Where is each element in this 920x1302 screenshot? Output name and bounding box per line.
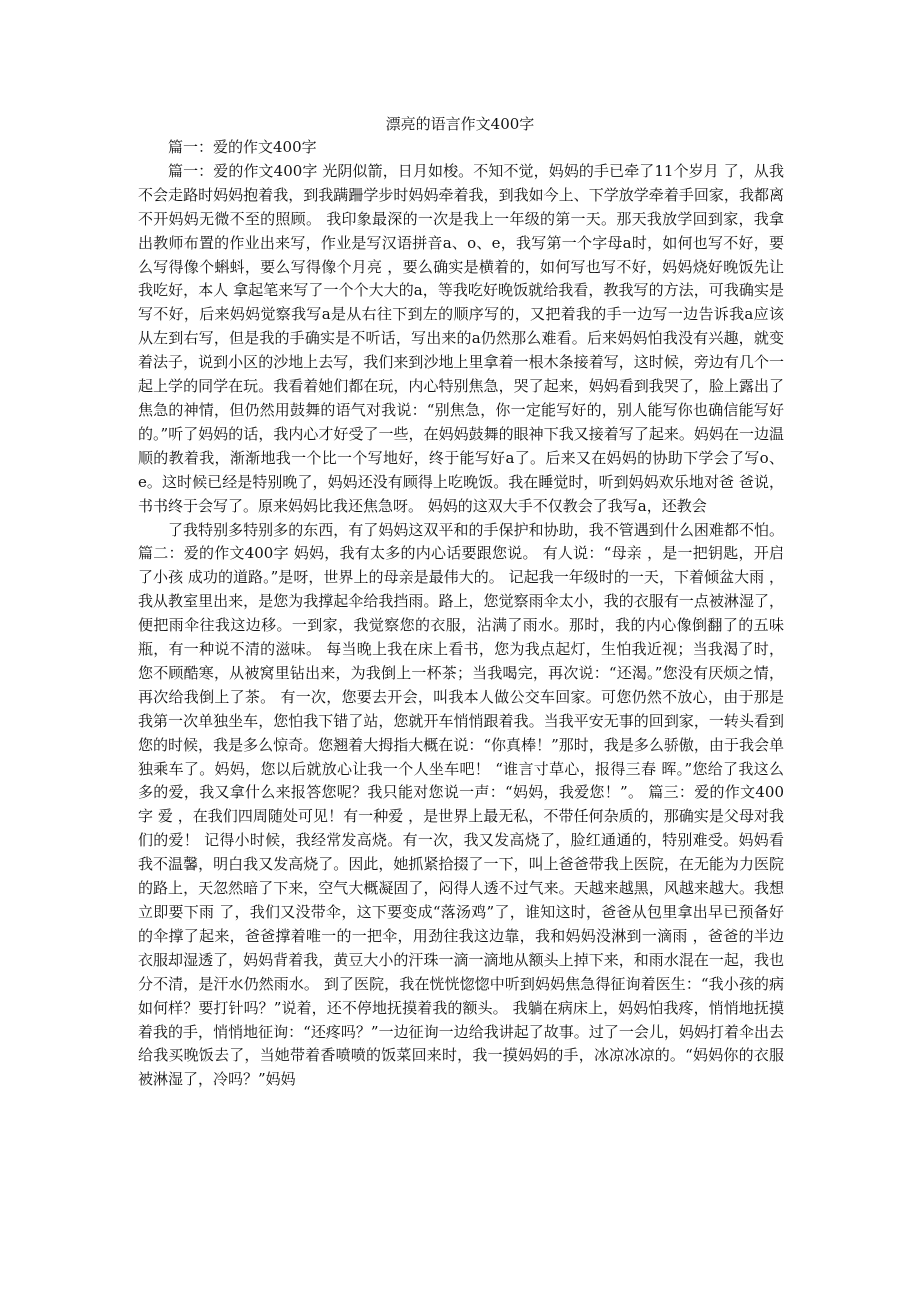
paragraph-2: 了我特别多特别多的东西，有了妈妈这双平和的手保护和协助，我不管遇到什么困难都不怕。 篇二：爱的作文400字 妈妈，我有太多的内心话要跟您说。 有人说：“母亲 ，是一把钥匙，开启了小孩 成功的道路。”是呀，世界上的母亲是最伟大的。 记起我一年级时的一天，下着倾盆大雨 ，我从教室里出来，是您为我撑起伞给我挡雨。路上，您觉察雨伞太小，我的衣服有一点被淋湿了，便把雨伞往我这边移。一到家，我觉察您的衣服，沾满了雨水。那时，我的内心像倒翻了的五味瓶，有一种说不清的滋味。 每当晚上我在床上看书，您为我点起灯，生怕我近视；当我渴了时，您不顾酷寒，从被窝里钻出来，为我倒上一杯茶；当我喝完，再次说：“还渴。”您没有厌烦之情，再次给我倒上了茶。 有一次，您要去开会，叫我本人做公交车回家。可您仍然不放心，由于那是我第一次单独坐车，您怕我下错了站，您就开车悄悄跟着我。当我平安无事的回到家，一转头看到您的时候，我是多么惊奇。您翘着大拇指大概在说：“你真棒！”那时，我是多么骄傲，由于我会单独乘车了。妈妈，您以后就放心让我一个人坐车吧！ “谁言寸草心，报得三春 晖。”您给了我这么多的爱，我又拿什么来报答您呢？我只能对您说一声：“妈妈，我爱您！”。 篇三：爱的作文400字 爱 ，在我们四周随处可见！有一种爱 ，是世界上最无私，不带任何杂质的，那确实是父母对我们的爱！ 记得小时候，我经常发高烧。有一次，我又发高烧了，脸红通通的，特别难受。妈妈看我不温馨，明白我又发高烧了。因此，她抓紧拾掇了一下，叫上爸爸带我上医院，在无能为力医院的路上，天忽然暗了下来，空气大概凝固了，闷得人透不过气来。天越来越黑，风越来越大。我想立即要下雨 了，我们又没带伞，这下要变成“落汤鸡”了，谁知这时，爸爸从包里拿出早已预备好的伞撑了起来，爸爸撑着唯一的一把伞，用劲往我这边靠，我和妈妈没淋到一滴雨 ，爸爸的半边衣服却湿透了，妈妈背着我，黄豆大小的汗珠一滴一滴地从额头上掉下来，和雨水混在一起，我也分不清，是汗水仍然雨水。 到了医院，我在恍恍惚惚中听到妈妈焦急得征询着医生：“我小孩的病如何样？要打针吗？”说着，还不停地抚摸着我的额头。 我躺在病床上，妈妈怕我疼，悄悄地抚摸着我的手，悄悄地征询：“还疼吗？”一边征询一边给我讲起了故事。过了一会儿，妈妈打着伞出去给我买晚饭去了，当她带着香喷喷的饭菜回来时，我一摸妈妈的手，冰凉冰凉的。“妈妈你的衣服被淋湿了，冷吗？”妈妈 [138, 520, 784, 1089]
document-title: 漂亮的语言作文400字 [385, 115, 535, 133]
document-body [138, 136, 784, 1092]
section-heading: 篇一：爱的作文400字 [168, 138, 317, 156]
paragraph-1: 篇一：爱的作文400字 光阴似箭，日月如梭。不知不觉，妈妈的手已牵了11个岁月 了，从我不会走路时妈妈抱着我，到我蹒跚学步时妈妈牵着我，到我如今上、下学放学牵着手回家，我都离不开妈妈无微不至的照顾。 我印象最深的一次是我上一年级的第一天。那天我放学回到家，我拿出教师布置的作业出来写，作业是写汉语拼音a、o、e，我写第一个字母a时，如何也写不好，要么写得像个蝌蚪，要么写得像个月亮 ，要么确实是横着的，如何写也写不好，妈妈烧好晚饭先让我吃好，本人 拿起笔来写了一个个大大的a，等我吃好晚饭就给我看，教我写的方法，可我确实是写不好，后来妈妈觉察我写a是从右往下到左的顺序写的，又把着我的手一边写一边告诉我a应该从左到右写，但是我的手确实是不听话，写出来的a仍然那么难看。后来妈妈怕我没有兴趣，就变着法子，说到小区的沙地上去写，我们来到沙地上里拿着一根木条接着写，这时候，旁边有几个一起上学的同学在玩。我看着她们都在玩，内心特别焦急，哭了起来，妈妈看到我哭了，脸上露出了焦急的神情，但仍然用鼓舞的语气对我说：“别焦急，你一定能写好的，别人能写你也确信能写好的。”听了妈妈的话，我内心才好受了一些，在妈妈鼓舞的眼神下我又接着写了起来。妈妈在一边温顺的教着我，渐渐地我一个比一个写地好，终于能写好a了。后来又在妈妈的协助下学会了写o、e。这时候已经是特别晚了，妈妈还没有顾得上吃晚饭。我在睡觉时，听到妈妈欢乐地对爸 爸说，书书终于会写了。原来妈妈比我还焦急呀。 妈妈的这双大手不仅教会了我写a，还教会 [138, 161, 784, 515]
